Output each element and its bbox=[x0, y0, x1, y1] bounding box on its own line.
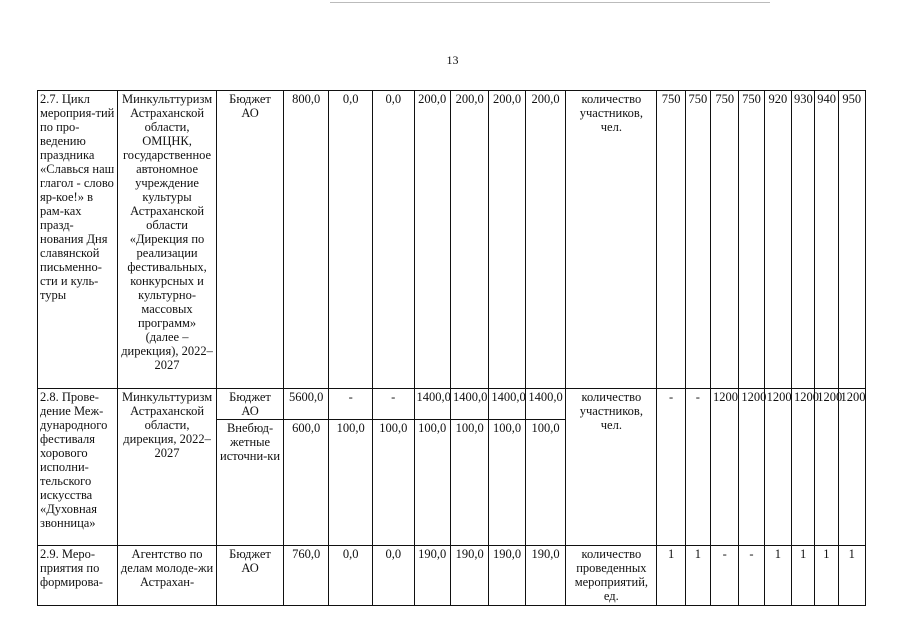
target-value: - bbox=[739, 546, 764, 606]
target-value: 1200 bbox=[838, 389, 865, 546]
target-value: 1 bbox=[791, 546, 814, 606]
target-value: 1 bbox=[657, 546, 685, 606]
funding-year-value: 200,0 bbox=[450, 91, 488, 389]
target-value: 1 bbox=[815, 546, 838, 606]
funding-year-value: 200,0 bbox=[489, 91, 525, 389]
funding-year-value: 190,0 bbox=[525, 546, 565, 606]
indicator-name: количество проведенных мероприятий, ед. bbox=[566, 546, 657, 606]
target-value: 930 bbox=[791, 91, 814, 389]
target-value: 1 bbox=[838, 546, 865, 606]
target-value: - bbox=[657, 389, 685, 546]
funding-year-value: 200,0 bbox=[414, 91, 450, 389]
funding-year-value: 0,0 bbox=[329, 91, 373, 389]
target-value: 750 bbox=[739, 91, 764, 389]
target-value: 1200 bbox=[764, 389, 791, 546]
funding-source: Внебюд-жетные источни-ки bbox=[217, 420, 284, 546]
funding-source: Бюджет АО bbox=[217, 389, 284, 420]
funding-year-value: 100,0 bbox=[329, 420, 373, 546]
table-row bbox=[38, 91, 866, 389]
target-value: 1200 bbox=[739, 389, 764, 546]
target-value: 950 bbox=[838, 91, 865, 389]
funding-year-value: 1400,0 bbox=[525, 389, 565, 420]
target-value: 750 bbox=[685, 91, 710, 389]
target-value: 1200 bbox=[711, 389, 739, 546]
target-value: 1200 bbox=[791, 389, 814, 546]
funding-source: Бюджет АО bbox=[217, 91, 284, 389]
funding-year-value: 100,0 bbox=[525, 420, 565, 546]
funding-year-value: 1400,0 bbox=[414, 389, 450, 420]
target-value: 1200 bbox=[815, 389, 838, 546]
target-value: 940 bbox=[815, 91, 838, 389]
table-row bbox=[38, 546, 866, 606]
funding-year-value: 0,0 bbox=[373, 546, 415, 606]
funding-year-value: 100,0 bbox=[414, 420, 450, 546]
funding-source: Бюджет АО bbox=[217, 546, 284, 606]
funding-year-value: 190,0 bbox=[450, 546, 488, 606]
funding-year-value: 190,0 bbox=[414, 546, 450, 606]
executor-cell: Минкульттуризм Астраханской области, ОМЦНК, государственное автономное учреждение культуры Астраханской области «Дирекция по реализации фестивальных, конкурсных и культурно-массовых программ» (далее – дирекция), 2022–2027 bbox=[117, 91, 216, 389]
indicator-name: количество участников, чел. bbox=[566, 389, 657, 546]
funding-total: 600,0 bbox=[283, 420, 329, 546]
funding-year-value: 100,0 bbox=[373, 420, 415, 546]
funding-year-value: 0,0 bbox=[329, 546, 373, 606]
funding-year-value: 200,0 bbox=[525, 91, 565, 389]
page-number: 13 bbox=[446, 53, 459, 67]
funding-total: 760,0 bbox=[283, 546, 329, 606]
funding-year-value: 0,0 bbox=[373, 91, 415, 389]
funding-year-value: 100,0 bbox=[489, 420, 525, 546]
activity-name: 2.8. Прове-дение Меж-дународного фестиваля хорового исполни-тельского искусства «Духовная звонница» bbox=[38, 389, 118, 546]
target-value: 750 bbox=[711, 91, 739, 389]
target-value: - bbox=[711, 546, 739, 606]
funding-year-value: - bbox=[373, 389, 415, 420]
funding-year-value: 190,0 bbox=[489, 546, 525, 606]
activity-name: 2.9. Меро-приятия по формирова- bbox=[38, 546, 118, 606]
funding-year-value: 1400,0 bbox=[489, 389, 525, 420]
activity-name: 2.7. Цикл мероприя-тий по про-ведению праздника «Славься наш глагол - слово яр-кое!» в рам-ках празд-нования Дня славянской письменно-сти и куль-туры bbox=[38, 91, 118, 389]
target-value: 920 bbox=[764, 91, 791, 389]
target-value: 1 bbox=[764, 546, 791, 606]
target-value: 1 bbox=[685, 546, 710, 606]
funding-total: 5600,0 bbox=[283, 389, 329, 420]
executor-cell: Агентство по делам молоде-жи Астрахан- bbox=[117, 546, 216, 606]
table-row bbox=[38, 389, 866, 420]
funding-year-value: 1400,0 bbox=[450, 389, 488, 420]
target-value: - bbox=[685, 389, 710, 546]
executor-cell: Минкульттуризм Астраханской области, дирекция, 2022–2027 bbox=[117, 389, 216, 546]
top-scan-line bbox=[330, 2, 770, 3]
indicator-name: количество участников, чел. bbox=[566, 91, 657, 389]
target-value: 750 bbox=[657, 91, 685, 389]
funding-year-value: 100,0 bbox=[450, 420, 488, 546]
program-table bbox=[37, 90, 866, 606]
funding-year-value: - bbox=[329, 389, 373, 420]
funding-total: 800,0 bbox=[283, 91, 329, 389]
